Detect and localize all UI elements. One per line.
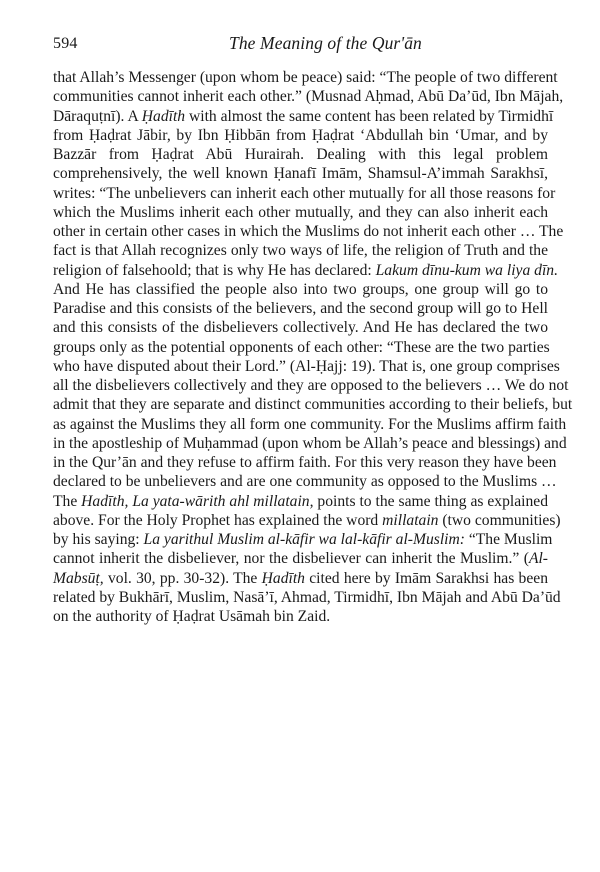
text-line bbox=[53, 549, 548, 568]
text-line bbox=[53, 164, 548, 183]
text-run: in the apostleship of Muḥammad (upon whom be Allah’s peace and blessings) and bbox=[53, 434, 567, 452]
text-run: above. For the Holy Prophet has explained the word bbox=[53, 511, 383, 529]
text-line bbox=[53, 68, 558, 87]
text-run: by his saying: bbox=[53, 531, 144, 548]
text-line bbox=[53, 511, 561, 530]
text-run: as against the Muslims they all form one community. For the Muslims affirm faith bbox=[53, 415, 567, 433]
text-line bbox=[53, 145, 548, 164]
text-line bbox=[53, 492, 548, 511]
text-line bbox=[53, 395, 573, 414]
text-run: with almost the same content has been related by Tirmidhī bbox=[185, 107, 554, 125]
text-line bbox=[53, 376, 569, 395]
text-run: that Allah’s Messenger (upon whom be peace) said: “The people of two different bbox=[53, 69, 558, 86]
italic-term: Mabsūṭ, bbox=[53, 569, 104, 587]
text-run: groups only as the potential opponents of each other: “These are the two parties bbox=[53, 338, 550, 356]
text-run: “The Muslim bbox=[464, 531, 553, 548]
text-run: comprehensively, the well known Ḥanafī Imām, Shamsul-A’immah Sarakhsī, bbox=[53, 165, 548, 183]
text-run: cannot inherit the disbeliever, nor the disbeliever can inherit the Muslim.” ( bbox=[53, 550, 529, 568]
text-line bbox=[53, 299, 548, 318]
italic-term: Hadīth, La yata-wārith ahl millatain, bbox=[81, 492, 314, 510]
text-run: admit that they are separate and distinct communities according to their beliefs, but bbox=[53, 396, 573, 414]
italic-term: Ḥadīth bbox=[261, 569, 305, 587]
text-line bbox=[53, 184, 556, 203]
text-line bbox=[53, 87, 564, 106]
text-run: who have disputed about their Lord.” (Al-Ḥajj: 19). That is, one group comprises bbox=[53, 357, 560, 375]
text-line bbox=[53, 569, 548, 588]
text-run: other in certain other cases in which the Muslims do not inherit each other … The bbox=[53, 223, 564, 240]
body-paragraph bbox=[53, 68, 573, 626]
page-number: 594 bbox=[53, 35, 78, 52]
text-run: points to the same thing as explained bbox=[313, 492, 548, 510]
italic-term: Lakum dīnu-kum wa liya dīn. bbox=[375, 261, 558, 279]
text-run: all the disbelievers collectively and they are opposed to the believers … We do not bbox=[53, 377, 569, 394]
text-line bbox=[53, 261, 558, 280]
text-line bbox=[53, 280, 548, 299]
text-run: declared to be unbelievers and are one community as opposed to the Muslims … bbox=[53, 473, 557, 491]
italic-term: Ḥadīth bbox=[141, 107, 186, 125]
text-line bbox=[53, 415, 567, 434]
italic-term: millatain bbox=[382, 511, 439, 529]
text-run: on the authority of Ḥaḍrat Usāmah bin Zaid. bbox=[53, 608, 331, 625]
text-line bbox=[53, 434, 567, 453]
text-line bbox=[53, 588, 561, 607]
text-line bbox=[53, 126, 548, 145]
text-run: in the Qur’ān and they refuse to affirm faith. For this very reason they have been bbox=[53, 454, 557, 471]
italic-term: Al- bbox=[528, 550, 548, 568]
text-line bbox=[53, 241, 548, 260]
text-run: from Ḥaḍrat Jābir, by Ibn Ḥibbān from Ḥaḍrat ‘Abdullah bin ‘Umar, and by bbox=[53, 126, 548, 144]
text-line bbox=[53, 453, 557, 472]
text-run: cited here by Imām Sarakhsi has been bbox=[304, 569, 548, 587]
text-line bbox=[53, 203, 548, 222]
text-line bbox=[53, 472, 557, 491]
text-run: Paradise and this consists of the believers, and the second group will go to Hell bbox=[53, 300, 548, 317]
text-run: vol. 30, pp. 30-32). The bbox=[103, 569, 262, 587]
text-line bbox=[53, 222, 564, 241]
text-run: religion of falsehoold; that is why He has declared: bbox=[53, 261, 376, 279]
text-line bbox=[53, 107, 554, 126]
italic-term: La yarithul Muslim al-kāfir wa lal-kāfir al-Muslim: bbox=[143, 531, 465, 548]
text-line bbox=[53, 357, 560, 376]
text-line bbox=[53, 318, 548, 337]
text-line bbox=[53, 338, 548, 357]
text-run: Dāraquṭnī). A bbox=[53, 107, 142, 125]
text-run: fact is that Allah recognizes only two ways of life, the religion of Truth and the bbox=[53, 242, 548, 260]
text-run: which the Muslims inherit each other mutually, and they can also inherit each bbox=[53, 203, 548, 221]
text-run: related by Bukhārī, Muslim, Nasā’ī, Ahmad, Tirmidhī, Ibn Mājah and Abū Da’ūd bbox=[53, 588, 561, 606]
running-title: The Meaning of the Qur'ān bbox=[229, 33, 422, 53]
text-run: (two communities) bbox=[438, 511, 561, 529]
text-run: And He has classified the people also into two groups, one group will go to bbox=[53, 280, 548, 298]
text-line bbox=[53, 607, 548, 626]
text-run: The bbox=[53, 492, 82, 510]
text-run: Bazzār from Ḥaḍrat Abū Hurairah. Dealing with this legal problem bbox=[53, 146, 548, 163]
text-run: writes: “The unbelievers can inherit each other mutually for all those reasons for bbox=[53, 184, 556, 202]
text-run: and this consists of the disbelievers collectively. And He has declared the two bbox=[53, 319, 548, 337]
text-run: communities cannot inherit each other.” (Musnad Aḥmad, Abū Da’ūd, Ibn Mājah, bbox=[53, 88, 564, 106]
text-line bbox=[53, 530, 553, 549]
